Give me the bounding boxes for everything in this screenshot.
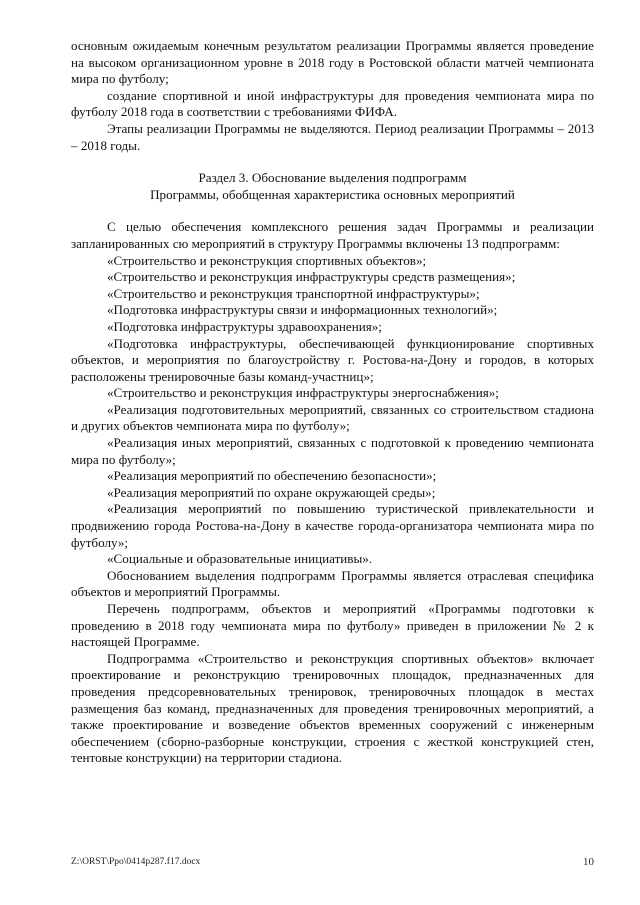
list-item-subprogram-5: «Подготовка инфраструктуры здравоохранения»; <box>107 318 382 334</box>
paragraph-intro-2: создание спортивной и иной инфраструктуры для проведения чемпионата мира по футболу 2018 года в соответствии с требованиями ФИФА. <box>71 87 594 120</box>
list-item-subprogram-3: «Строительство и реконструкция транспортной инфраструктуры»; <box>107 285 480 301</box>
list-item-subprogram-6: «Подготовка инфраструктуры, обеспечивающей функционирование спортивных объектов, и мероприятия по благоустройству г. Ростова-на-Дону и городов, в которых расположены тренировочные базы команд-участниц»; <box>71 335 594 384</box>
list-item-subprogram-1: «Строительство и реконструкция спортивных объектов»; <box>107 252 427 268</box>
paragraph-appendix-reference: Перечень подпрограмм, объектов и мероприятий «Программы подготовки к проведению в 2018 году чемпионата мира по футболу» приведен в приложении № 2 к настоящей Программе. <box>71 601 594 650</box>
section-title-line2: Программы, обобщенная характеристика основных мероприятий <box>150 186 515 202</box>
list-item-subprogram-8: «Реализация подготовительных мероприятий, связанных со строительством стадиона и других объектов чемпионата мира по футболу»; <box>71 401 594 434</box>
list-item-subprogram-13: «Социальные и образовательные инициативы». <box>107 551 373 567</box>
section-heading <box>71 170 594 203</box>
list-item-subprogram-12: «Реализация мероприятий по повышению туристической привлекательности и продвижению города Ростова-на-Дону в качестве города-организатора чемпионата мира по футболу»; <box>71 501 594 550</box>
paragraph-intro-1: основным ожидаемым конечным результатом реализации Программы является проведение на высоком организационном уровне в 2018 году в Ростовской области матчей чемпионата мира по футболу; <box>71 38 594 87</box>
section-title-line1: Раздел 3. Обоснование выделения подпрограмм <box>198 170 467 186</box>
list-item-subprogram-10: «Реализация мероприятий по обеспечению безопасности»; <box>107 468 437 484</box>
list-item-subprogram-11: «Реализация мероприятий по охране окружающей среды»; <box>107 484 436 500</box>
paragraph-sports-objects: Подпрограмма «Строительство и реконструкция спортивных объектов» включает проектирование и реконструкцию тренировочных площадок, предназначенных для проведения предсоревновательных тренировок, тренировочных площадок в местах размещения баз команд, предназначенных для проведения тренировочных мероприятий, а также проектирование и возведение объектов временных сооружений с инженерным обеспечением (сборно-разборные конструкции, строения с жесткой конструкцией стен, тентовые конструкции) на территории стадиона. <box>71 650 594 766</box>
paragraph-justification: Обоснованием выделения подпрограмм Программы является отраслевая специфика объектов и мероприятий Программы. <box>71 567 594 600</box>
list-item-subprogram-9: «Реализация иных мероприятий, связанных с подготовкой к проведению чемпионата мира по футболу»; <box>71 435 594 467</box>
list-item-subprogram-7: «Строительство и реконструкция инфраструктуры энергоснабжения»; <box>107 385 499 401</box>
list-item-subprogram-4: «Подготовка инфраструктуры связи и информационных технологий»; <box>107 302 498 318</box>
document-page <box>71 38 594 767</box>
paragraph-intro-3: Этапы реализации Программы не выделяются. Период реализации Программы – 2013 – 2018 годы. <box>71 120 594 153</box>
page-number: 10 <box>583 856 594 868</box>
paragraph-subprograms-intro: С целью обеспечения комплексного решения задач Программы и реализации запланированных сю мероприятий в структуру Программы включены 13 подпрограмм: <box>71 219 594 251</box>
file-path: Z:\ORST\Ppo\0414p287.f17.docx <box>71 857 201 867</box>
list-item-subprogram-2: «Строительство и реконструкция инфраструктуры средств размещения»; <box>107 269 516 285</box>
